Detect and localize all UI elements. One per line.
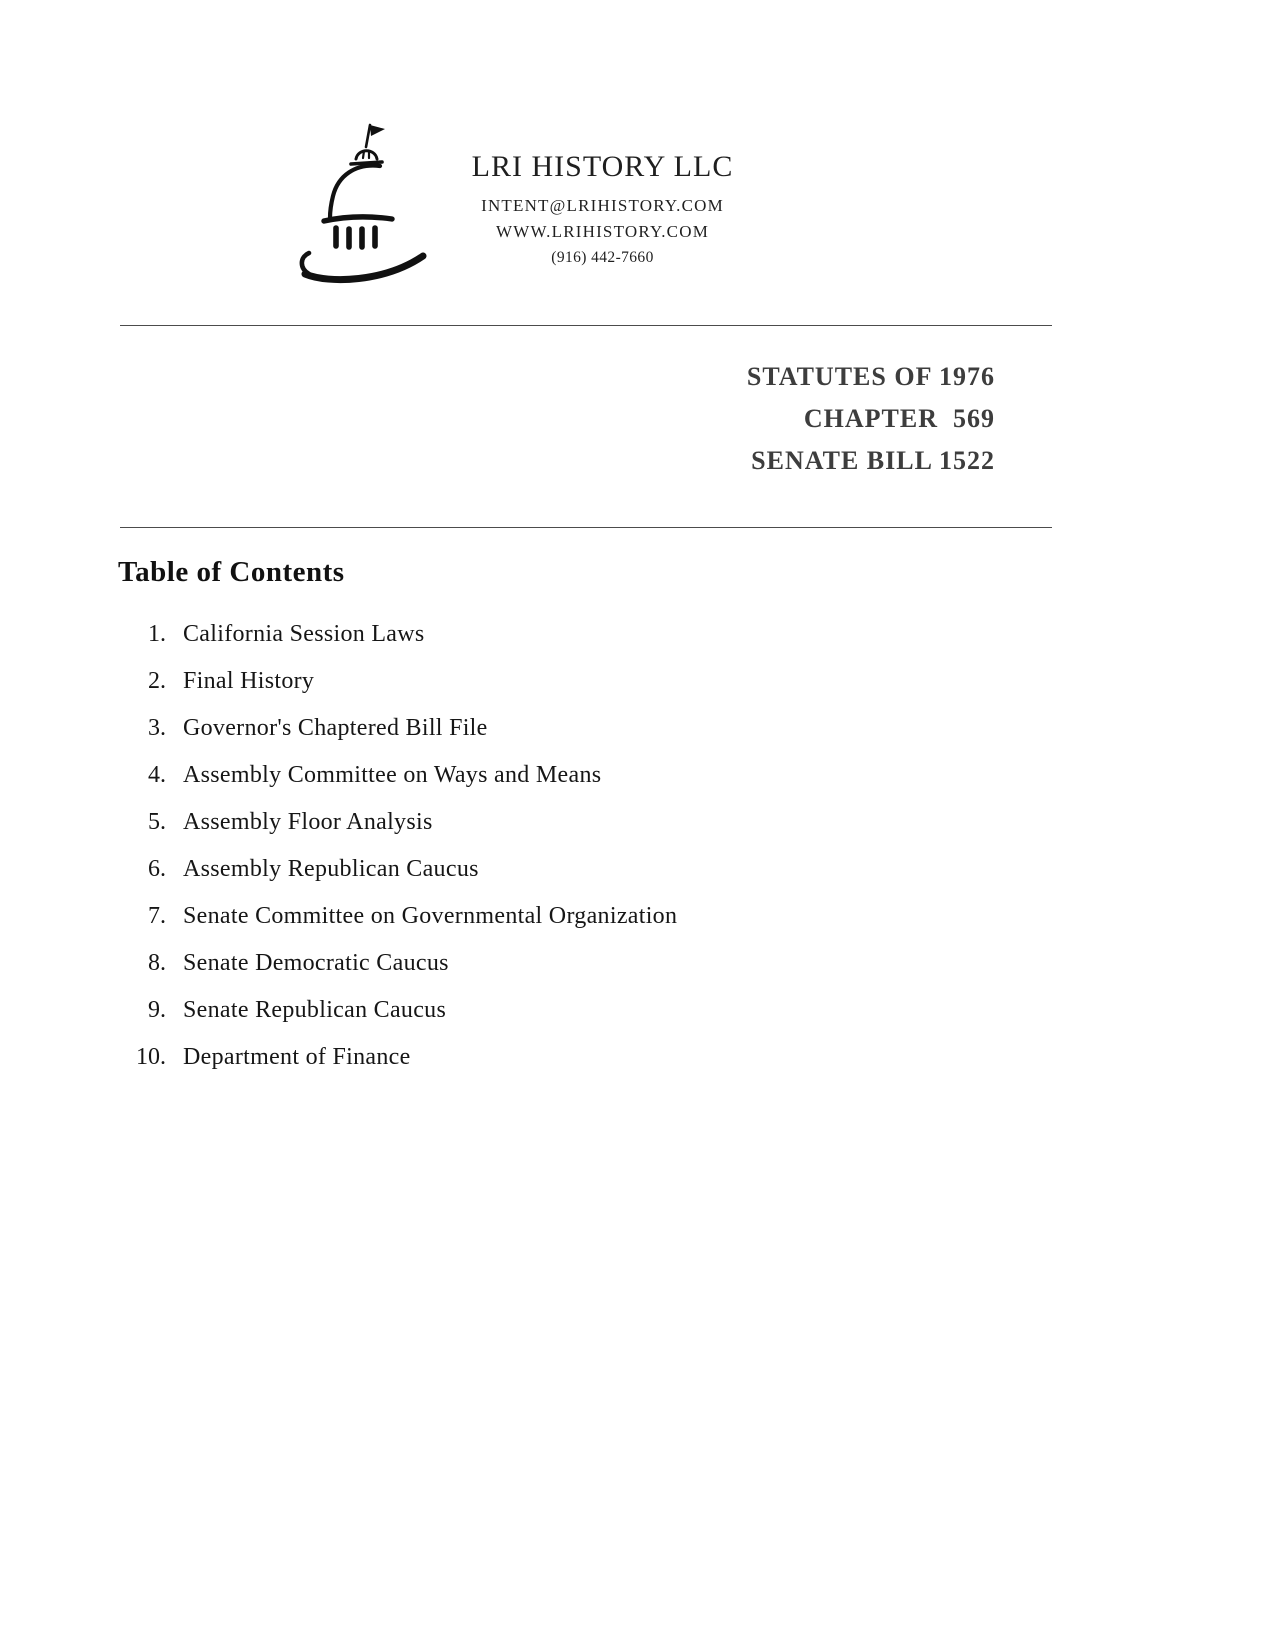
company-phone: (916) 442-7660 [551,249,654,266]
toc-item [120,996,1020,1025]
toc-item-number: 5. [148,809,166,835]
toc-item [120,855,1020,884]
toc-item-number: 4. [148,762,166,788]
toc-item-label: Final History [183,668,315,694]
divider-bottom [120,527,1052,528]
toc-item [120,949,1020,978]
statute-line-statutes: STATUTES OF 1976 [746,362,995,391]
statute-reference [747,356,995,482]
toc-item-number: 6. [148,856,166,882]
company-website: WWW.LRIHISTORY.COM [495,222,710,241]
toc-item-label: California Session Laws [183,621,425,647]
toc-item-label: Senate Democratic Caucus [183,950,449,976]
toc-item-label: Department of Finance [183,1044,411,1070]
company-email: INTENT@LRIHISTORY.COM [481,196,724,215]
toc-item [120,714,1020,743]
toc-item-number: 3. [148,715,166,741]
toc-item [120,808,1020,837]
capitol-logo-icon [295,116,440,288]
toc-list [120,620,1020,1090]
toc-title: Table of Contents [118,556,345,588]
toc-item [120,761,1020,790]
toc-item-label: Governor's Chaptered Bill File [183,715,488,741]
divider-top [120,325,1052,326]
toc-item-number: 10. [136,1044,166,1070]
toc-item-number: 1. [148,621,166,647]
toc-item [120,902,1020,931]
letterhead [425,150,780,270]
company-name: LRI HISTORY LLC [471,150,734,183]
statute-line-bill: SENATE BILL 1522 [751,446,995,475]
toc-item [120,620,1020,649]
toc-item [120,1043,1020,1072]
toc-item [120,667,1020,696]
statute-line-chapter: CHAPTER 569 [803,404,995,433]
toc-item-label: Senate Republican Caucus [183,997,447,1023]
toc-item-number: 9. [148,997,166,1023]
toc-item-label: Assembly Floor Analysis [183,809,433,835]
toc-item-number: 2. [148,668,166,694]
toc-item-label: Assembly Republican Caucus [183,856,479,882]
toc-item-label: Assembly Committee on Ways and Means [183,762,602,788]
toc-item-label: Senate Committee on Governmental Organization [183,903,678,929]
toc-item-number: 8. [148,950,166,976]
toc-item-number: 7. [148,903,166,929]
